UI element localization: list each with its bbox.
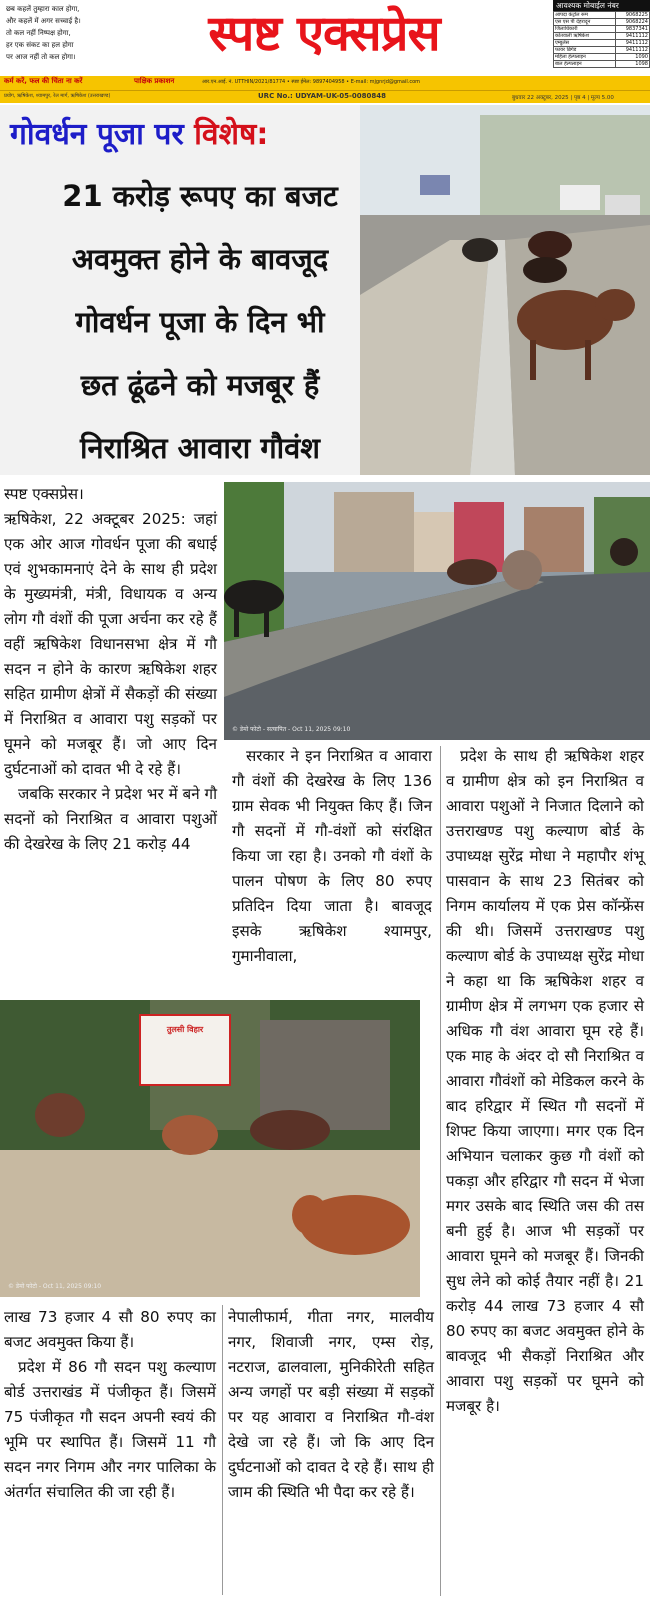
- headline-line: निराश्रित आवारा गौवंश: [79, 431, 321, 465]
- column-divider: [222, 1305, 223, 1595]
- contact-row: [554, 47, 650, 54]
- contacts-title: आवश्यक मोबाईल नंबर: [553, 0, 650, 11]
- photo-cows-near-shelter: [0, 1000, 420, 1297]
- contact-row: [554, 12, 650, 19]
- masthead-info-bar: [0, 76, 650, 90]
- article-paragraph: लाख 73 हजार 4 सौ 80 रुपए का बजट अवमुक्त किया हैं।: [4, 1308, 216, 1351]
- contact-name: कोतवाली ऋषिकेश: [554, 33, 616, 40]
- contact-row: [554, 26, 650, 33]
- article-column-3: [446, 744, 644, 1419]
- hero-photo-cows-on-road: [360, 105, 650, 475]
- contact-row: [554, 40, 650, 47]
- poem-line: और कहलें में अगर सच्चाई है।: [6, 17, 81, 25]
- masthead: [0, 0, 650, 76]
- contact-number: 9068224: [616, 19, 650, 26]
- contact-name: एम्बुलेंस: [554, 40, 616, 47]
- shelter-sign-text: तुलसी विहार: [166, 1025, 204, 1034]
- contact-name: महिला हेल्पलाइन: [554, 54, 616, 61]
- contact-number: 9411112: [616, 40, 650, 47]
- headline-line: 21 करोड़ रूपए का बजट: [62, 179, 338, 213]
- poem-line: छब कहलें तुम्हारा काल होगा,: [6, 5, 80, 13]
- masthead-poem: [6, 3, 138, 63]
- contacts-box: [553, 0, 650, 72]
- issue-meta: बुधवार 22 अक्टूबर, 2025 | पृष्ठ 4 | मूल्य 5.00: [512, 95, 614, 101]
- contact-row: [554, 61, 650, 68]
- headline-line: अवमुक्त होने के बावजूद: [71, 242, 329, 276]
- column-divider: [440, 746, 441, 1596]
- contact-number: 9411112: [616, 33, 650, 40]
- article-paragraph: सरकार ने इन निराश्रित व आवारा गौ वंशों की देखरेख के लिए 136 ग्राम सेवक भी नियुक्त किए हैं। जिन गौ सदनों में गौ-वंशों को संरक्षित किया जा रहा है। उनको गौ वंशों के पालन पोषण के लिए 80 रुपए प्रतिदिन दिया जाता है। बावजूद इसके ऋषिकेश श्यामपुर, गुमानीवाला,: [232, 747, 432, 965]
- article-paragraph: नेपालीफार्म, गीता नगर, मालवीय नगर, शिवाजी नगर, एम्स रोड़, नटराज, ढालवाला, मुनिकीरेती सहित अन्य जगहों पर बड़ी संख्या में सड़कों पर यह आवारा व निराश्रित गौ-वंश देखे जा रहे हैं। जो कि आए दिन दुर्घटनाओं को दावत दे रहे हैं। साथ ही जाम की स्थिति भी पैदा कर रहे हैं।: [228, 1308, 434, 1501]
- newspaper-logo: स्पष्ट एक्सप्रेस: [208, 5, 440, 62]
- contact-row: [554, 19, 650, 26]
- article-column-1-top: [4, 482, 217, 857]
- headline-line: छत ढूंढने को मजबूर हैं: [80, 368, 320, 402]
- article-paragraph: ऋषिकेश, 22 अक्टूबर 2025: जहां एक ओर आज गोवर्धन पूजा की बधाई एवं शुभकामनाएं देने के साथ ही प्रदेश के मुख्यमंत्री, मंत्री, विधायक व अन्य लोग गौ वंशों की पूजा अर्चना कर रहे हैं वहीं ऋषिकेश विधानसभा क्षेत्र में गौ सदन न होने के कारण ऋषिकेश शहर सहित ग्रामीण क्षेत्रों में सैकड़ों की संख्या में निराश्रित व आवारा पशु सड़कों पर घूमने को मजबूर हैं। जो आए दिन दुर्घटनाओं को दावत भी दे रहे हैं।: [4, 510, 217, 778]
- contacts-table: [553, 11, 650, 68]
- article-column-2-top: [232, 744, 432, 969]
- registration-info: आर.एन.आई. नं. UTTHIN/2021/81774 • स्पष्ट ईमेल: 9897404958 • E-mail: mjgnrjd@gmail.com: [202, 79, 421, 85]
- headline-kicker: [10, 112, 268, 153]
- photo-timestamp: © डेमो फोटो - सत्यापित - Oct 11, 2025 09:10: [232, 726, 351, 733]
- address: प्रयोग, ऋषिकेश, श्यामपुर, रेल मार्ग, ऋषिकेश (उत्तराखण्ड): [4, 93, 111, 99]
- photo-cows-in-street: [224, 482, 650, 740]
- contact-row: [554, 54, 650, 61]
- article-byline: स्पष्ट एक्सप्रेस।: [4, 485, 84, 503]
- slogan: कर्म करें, फल की चिंता ना करें: [4, 77, 83, 85]
- contact-number: 9411112: [616, 47, 650, 54]
- contact-number: 1098: [616, 61, 650, 68]
- article-paragraph: जबकि सरकार ने प्रदेश भर में बने गौ सदनों को निराश्रित व आवारा पशुओं की देखरेख के लिए 21 करोड़ 44: [4, 785, 217, 853]
- poem-line: तो कल नहीं निष्पक्ष होगा,: [6, 29, 71, 37]
- contact-name: एस एस पी देहरादून: [554, 19, 616, 26]
- poem-line: हर एक संकट का हल होगा: [6, 41, 74, 49]
- contact-number: 9837341: [616, 26, 650, 33]
- main-headline: [0, 165, 400, 480]
- contact-number: 9068225: [616, 12, 650, 19]
- kicker-blue: गोवर्धन पूजा पर: [10, 117, 195, 152]
- headline-line: गोवर्धन पूजा के दिन भी: [75, 305, 325, 339]
- contact-name: बाल हेल्पलाइन: [554, 61, 616, 68]
- article-column-1-bottom: [4, 1305, 216, 1505]
- masthead-address-bar: [0, 90, 650, 103]
- urc-number: URC No.: UDYAM-UK-05-0080848: [258, 92, 387, 100]
- contact-name: जिलाधिकारी: [554, 26, 616, 33]
- contact-name: आपदा कंट्रोल रूम: [554, 12, 616, 19]
- poem-line: पर आज नहीं तो कल होगा।: [6, 53, 76, 61]
- contact-row: [554, 33, 650, 40]
- article-paragraph: प्रदेश में 86 गौ सदन पशु कल्याण बोर्ड उत्तराखंड में पंजीकृत हैं। जिसमें 75 पंजीकृत गौ सदन अपनी स्वयं की भूमि पर स्थापित हैं। जिसमें 11 गौ सदन नगर निगम और नगर पालिका के अंतर्गत संचालित की जा रही हैं।: [4, 1358, 216, 1501]
- article-column-2-bottom: [228, 1305, 434, 1505]
- contact-number: 1090: [616, 54, 650, 61]
- publication-frequency: पाक्षिक प्रकाशन: [134, 77, 175, 85]
- article-paragraph: प्रदेश के साथ ही ऋषिकेश शहर व ग्रामीण क्षेत्र को इन निराश्रित व आवारा पशुओं ने निजात दिलाने को उत्तराखण्ड पशु कल्याण बोर्ड के उपाध्यक्ष सुरेंद्र मोधा ने महापौर शंभू पासवान के साथ 23 सितंबर को निगम कार्यालय में एक प्रेस कॉन्फ्रेंस की थी। जिसमें उत्तराखण्ड पशु कल्याण बोर्ड के उपाध्यक्ष सुरेंद्र मोधा ने कहा था कि ऋषिकेश शहर व ग्रामीण क्षेत्र में लगभग एक हजार से अधिक गौ वंश आवारा घूम रहे हैं। एक माह के अंदर दो सौ निराश्रित व आवारा गौवंशों को मेडिकल करने के बाद हरिद्वार में स्थित गौ सदनों में शिफ्ट किया जाएगा। मगर एक दिन अभियान चलाकर कुछ गौ वंशों को पकड़ा और हरिद्वार गौ सदन में भेजा मगर उसके बाद स्थिति जस की तस बनी हुई है। आज भी सड़कों पर आवारा घूमने को मजबूर हैं। जिनकी सुध लेने को कोई तैयार नहीं है। 21 करोड़ 44 लाख 73 हजार 4 सौ 80 रुपए का बजट अवमुक्त होने के बावजूद भी सैकड़ों निराश्रित और आवारा पशु सड़कों पर घूमने को मजबूर है।: [446, 747, 644, 1415]
- kicker-red: विशेष:: [194, 117, 269, 152]
- photo-timestamp: © डेमो फोटो - Oct 11, 2025 09:10: [8, 1283, 102, 1290]
- contact-name: फायर ब्रिगेड: [554, 47, 616, 54]
